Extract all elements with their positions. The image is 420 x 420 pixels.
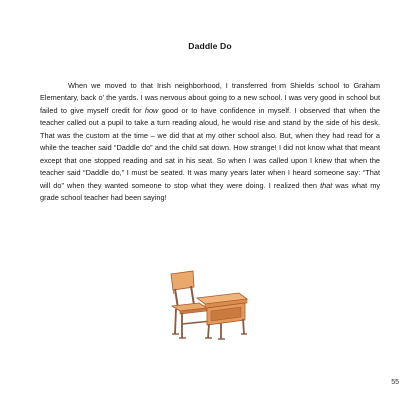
story-paragraph [40, 80, 380, 205]
page-title: Daddle Do [188, 41, 232, 51]
story-text-part-1: When we moved to that Irish neighborhood, I transferred from Shields school to Graham Elementary, back o’ the yards. I was nervous about going to a new school. I was very good in school but failed to give myself credit for [40, 81, 380, 115]
story-emphasis-that: that [320, 180, 333, 190]
school-desk-icon [163, 268, 253, 342]
page-number: 55 [391, 379, 399, 386]
story-emphasis-how: how [144, 105, 159, 115]
story-text-part-2: good or to have confidence in myself. I observed that when the teacher called out a pupil to take a turn reading aloud, he would rise and stand by the side of his desk. That was the custom at the time – we did that at my other school also. But, when they had read for a while the teacher said “Daddle do” and the child sat down. How strange! I did not know what that meant except that one stopped reading and sat in his seat. So when I was called upon I knew that when the teacher said “Daddle do,” I must be seated. It was many years later when I heard someone say: “That will do” when they wanted someone to stop what they were doing. I realized then [40, 105, 380, 190]
story-text-part-3: was what my grade school teacher had been saying! [40, 180, 381, 203]
